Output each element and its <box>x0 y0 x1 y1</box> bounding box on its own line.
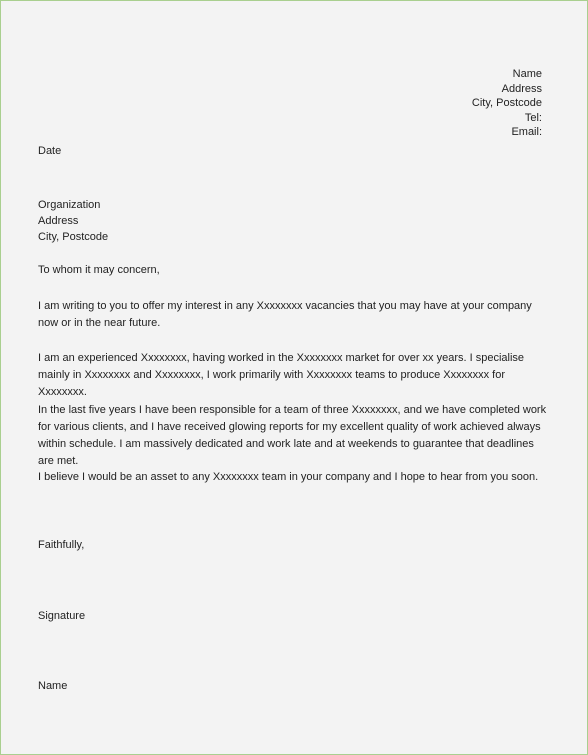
recipient-address: Address <box>38 215 79 227</box>
letter-date: Date <box>38 145 62 157</box>
greeting: To whom it may concern, <box>38 264 160 276</box>
body-paragraph-2: I am an experienced Xxxxxxxx, having worked in the Xxxxxxxx market for over xx years. I specialise mainly in Xxxxxxxx and Xxxxxxxx, I work primarily with Xxxxxxxx teams to produce Xxxxxxxx for Xxxxxxxx. <box>38 352 525 398</box>
signature-line: Signature <box>38 610 86 622</box>
recipient-organization: Organization <box>38 199 101 211</box>
body-paragraph-1: I am writing to you to offer my interest in any Xxxxxxxx vacancies that you may have at your company now or in the near future. <box>38 300 532 329</box>
sender-address: Address <box>501 82 542 95</box>
sender-email: Email: <box>511 126 542 138</box>
closing: Faithfully, <box>38 539 85 551</box>
body-paragraph-3: In the last five years I have been responsible for a team of three Xxxxxxxx, and we have completed work for various clients, and I have received glowing reports for my excellent quality of work achieved always within schedule. I am massively dedicated and work late and at weekends to guarantee that deadlines are met. <box>38 404 547 467</box>
recipient-city-postcode: City, Postcode <box>38 231 109 243</box>
sender-name: Name <box>512 68 542 80</box>
recipient-block <box>38 197 550 245</box>
signer-name: Name <box>38 680 68 692</box>
sender-tel: Tel: <box>524 111 542 124</box>
body-paragraph-4: I believe I would be an asset to any Xxxxxxxx team in your company and I hope to hear from you soon. <box>38 471 539 483</box>
sender-block <box>472 67 542 140</box>
sender-city-postcode: City, Postcode <box>471 97 542 109</box>
